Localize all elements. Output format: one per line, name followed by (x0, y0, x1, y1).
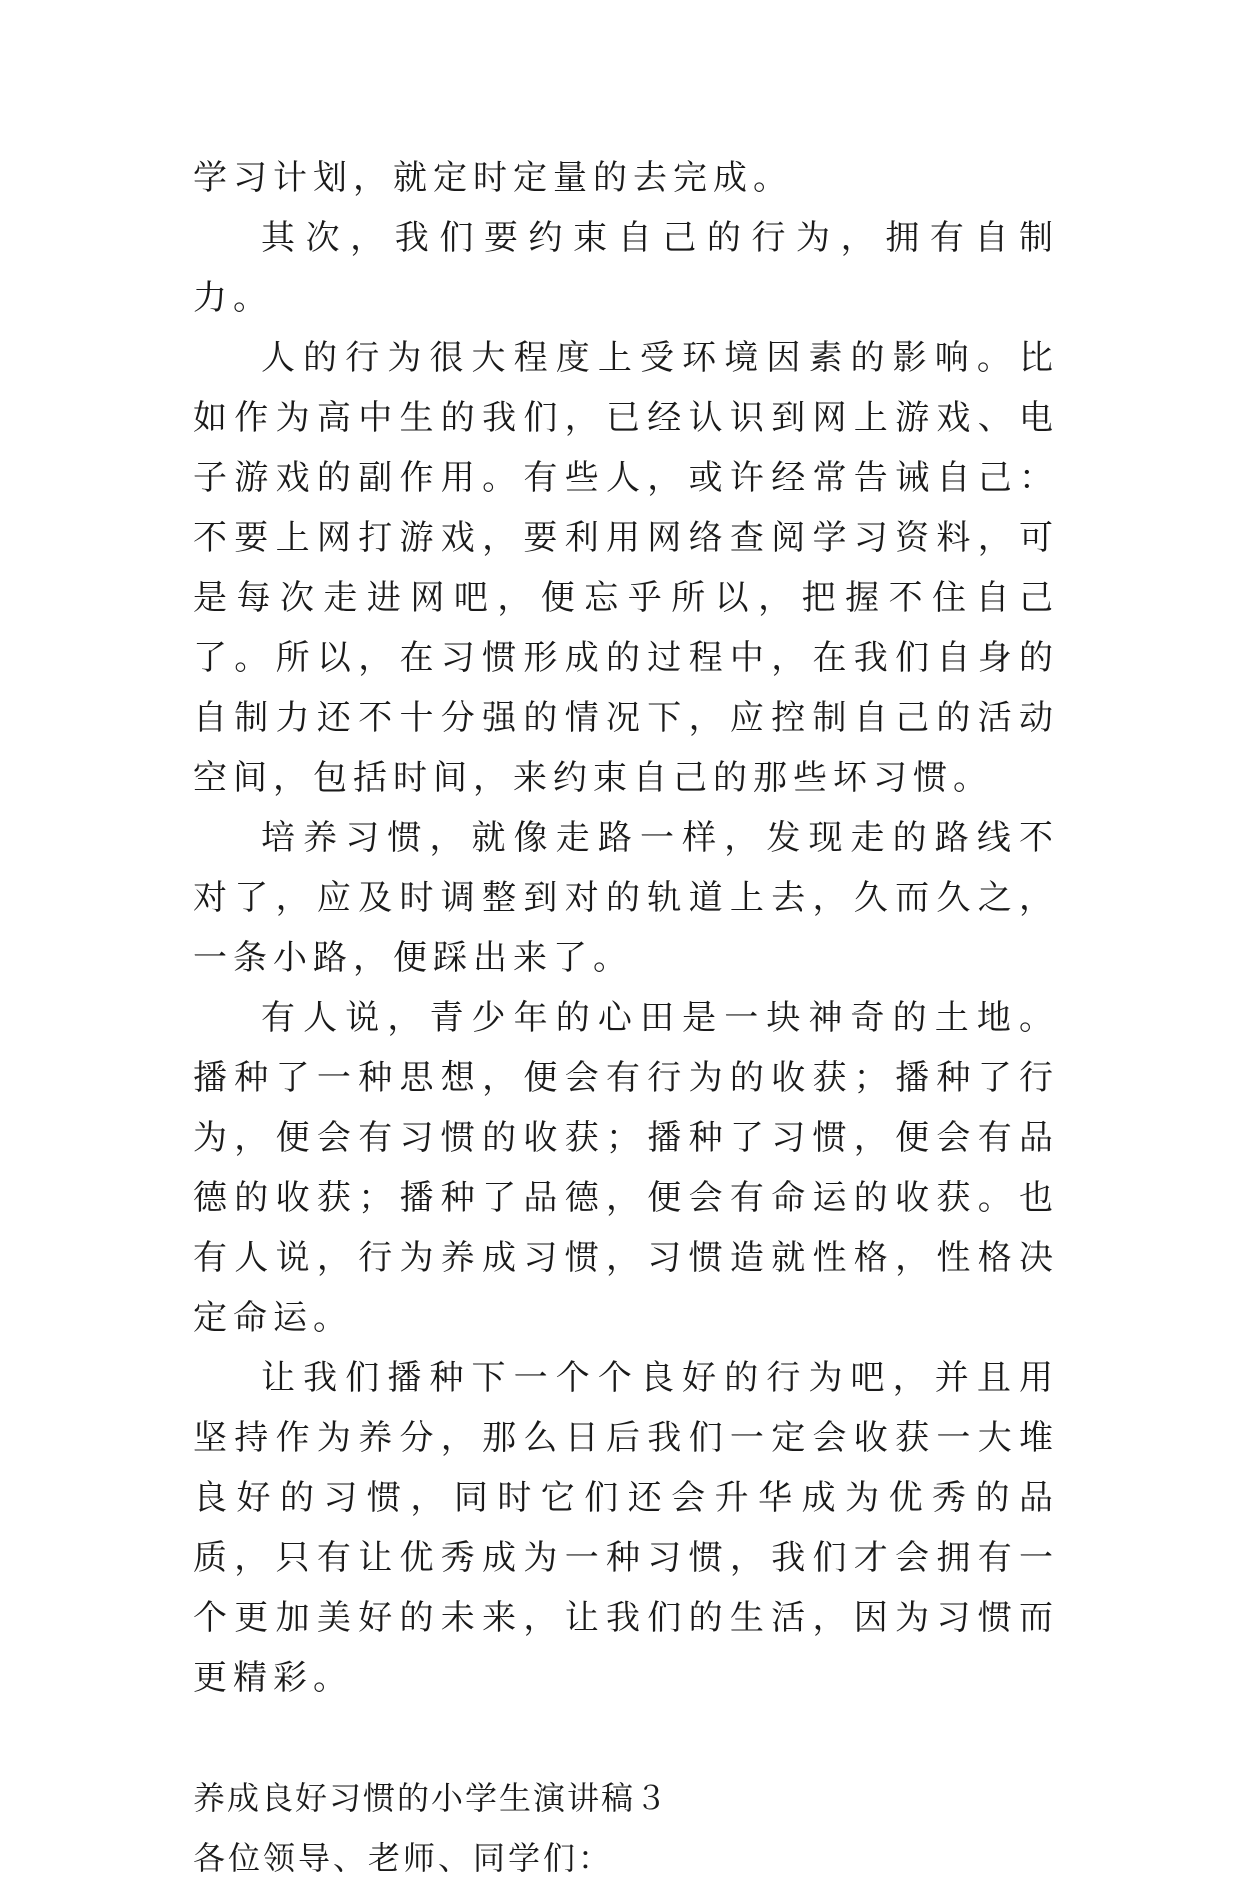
paragraph-youth-heart: 有人说，青少年的心田是一块神奇的土地。播种了一种思想，便会有行为的收获；播种了行为，便会有习惯的收获；播种了习惯，便会有品德的收获；播种了品德，便会有命运的收获。也有人说，行为养成习惯，习惯造就性格，性格决定命运。 (193, 998, 1059, 1338)
section-gap (193, 1708, 1059, 1768)
paragraph-environment: 人的行为很大程度上受环境因素的影响。比如作为高中生的我们，已经认识到网上游戏、电子游戏的副作用。有些人，或许经常告诫自己：不要上网打游戏，要利用网络查阅学习资料，可是每次走进网吧，便忘乎所以，把握不住自己了。所以，在习惯形成的过程中，在我们自身的自制力还不十分强的情况下，应控制自己的活动空间，包括时间，来约束自己的那些坏习惯。 (193, 338, 1059, 798)
paragraph-sow-behavior: 让我们播种下一个个良好的行为吧，并且用坚持作为养分，那么日后我们一定会收获一大堆良好的习惯，同时它们还会升华成为优秀的品质，只有让优秀成为一种习惯，我们才会拥有一个更加美好的未来，让我们的生活，因为习惯而更精彩。 (193, 1358, 1059, 1698)
speech-greeting: 各位领导、老师、同学们： (193, 1839, 614, 1877)
document-page (193, 148, 1059, 1888)
paragraph-self-control: 其次，我们要约束自己的行为，拥有自制力。 (193, 218, 1059, 318)
paragraph-walking-path: 培养习惯，就像走路一样，发现走的路线不对了，应及时调整到对的轨道上去，久而久之，一条小路，便踩出来了。 (193, 818, 1059, 978)
paragraph-continuation: 学习计划，就定时定量的去完成。 (193, 158, 793, 198)
section-title: 养成良好习惯的小学生演讲稿３ (193, 1779, 670, 1817)
